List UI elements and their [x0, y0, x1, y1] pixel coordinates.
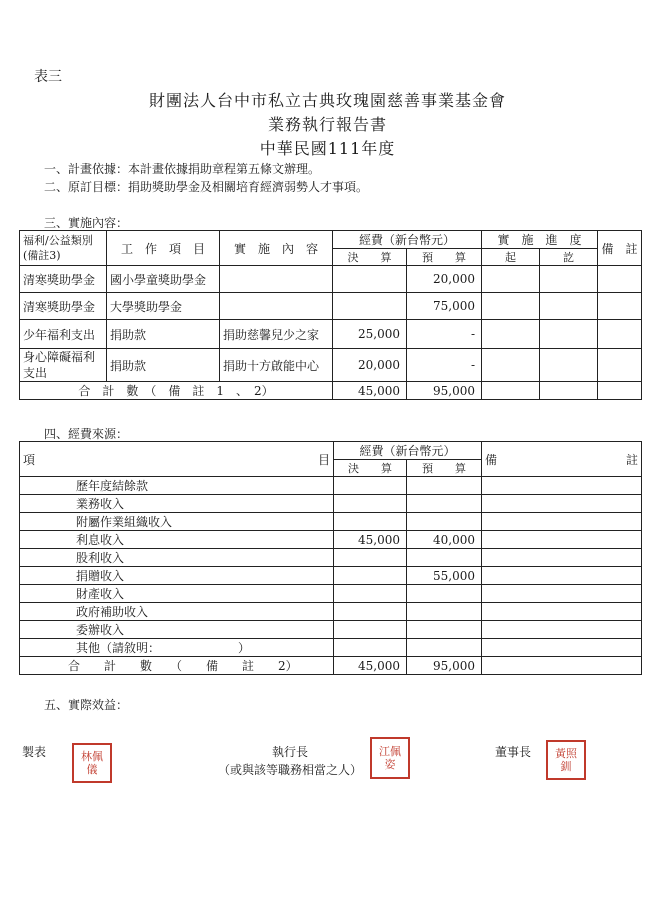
- section4-title: 四、經費來源：: [44, 427, 129, 441]
- organization-title: 財團法人台中市私立古典玫瑰園慈善事業基金會: [148, 91, 506, 110]
- source-final: [334, 495, 407, 513]
- header-budget: 預 算: [407, 249, 482, 266]
- row-item: 捐助款: [107, 349, 220, 382]
- header-funding: 經費（新台幣元）: [333, 231, 482, 249]
- plan-goal: 二、原訂目標：捐助獎助學金及相關培育經濟弱勢人才事項。: [44, 180, 369, 194]
- section5-title: 五、實際效益：: [44, 698, 129, 712]
- header-final: 決 算: [333, 249, 407, 266]
- source-label: 利息收入: [20, 531, 334, 549]
- funding-source-table: [19, 441, 642, 675]
- table-row: [20, 349, 642, 382]
- source-budget: [407, 513, 482, 531]
- table-row: [20, 639, 642, 657]
- row-budget: 75,000: [407, 293, 482, 320]
- row-final: 25,000: [333, 320, 407, 349]
- header-remarks: 備 註: [598, 231, 642, 266]
- header-start: 起: [482, 249, 540, 266]
- total-label: 合 計 數 （ 備 註 1 、 2）: [20, 382, 333, 400]
- source-budget: [407, 639, 482, 657]
- total-budget: 95,000: [407, 657, 482, 675]
- row-final: [333, 293, 407, 320]
- header-progress: 實 施 進 度: [482, 231, 598, 249]
- form-label: 表三: [34, 69, 62, 85]
- table-row: [20, 513, 642, 531]
- preparer-stamp: 林佩儀: [72, 743, 112, 783]
- source-label: 其他（請敘明： ）: [20, 639, 334, 657]
- total-row: [20, 382, 642, 400]
- total-final: 45,000: [333, 382, 407, 400]
- row-item: 大學獎助學金: [107, 293, 220, 320]
- header-category: 福利/公益類別(備註3): [20, 231, 107, 266]
- row-category: 清寒獎助學金: [20, 266, 107, 293]
- table-row: [20, 477, 642, 495]
- source-final: [334, 513, 407, 531]
- source-budget: [407, 621, 482, 639]
- row-category: 少年福利支出: [20, 320, 107, 349]
- implementation-table: [19, 230, 642, 400]
- source-budget: [407, 495, 482, 513]
- header-content: 實 施 內 容: [220, 231, 333, 266]
- source-label: 捐贈收入: [20, 567, 334, 585]
- report-year: 中華民國111年度: [259, 139, 396, 158]
- source-final: [334, 585, 407, 603]
- source-final: [334, 477, 407, 495]
- row-content: [220, 266, 333, 293]
- total-final: 45,000: [334, 657, 407, 675]
- table-row: [20, 531, 642, 549]
- header-remarks: 備 註: [482, 442, 642, 477]
- source-budget: [407, 603, 482, 621]
- header-item: 項 目: [20, 442, 334, 477]
- row-item: 國小學童獎助學金: [107, 266, 220, 293]
- source-budget: [407, 549, 482, 567]
- executive-note: （或與該等職務相當之人）: [218, 763, 363, 777]
- total-budget: 95,000: [407, 382, 482, 400]
- plan-basis: 一、計畫依據：本計畫依據捐助章程第五條文辦理。: [44, 162, 321, 176]
- row-final: [333, 266, 407, 293]
- total-label: 合 計 數 （ 備 註 2）: [20, 657, 334, 675]
- source-label: 業務收入: [20, 495, 334, 513]
- source-label: 歷年度結餘款: [20, 477, 334, 495]
- row-category: 清寒獎助學金: [20, 293, 107, 320]
- row-category: 身心障礙福利支出: [20, 349, 107, 382]
- source-final: [334, 621, 407, 639]
- preparer-label: 製表: [22, 745, 47, 759]
- row-budget: -: [407, 320, 482, 349]
- table-row: [20, 266, 642, 293]
- source-budget: 55,000: [407, 567, 482, 585]
- total-row: [20, 657, 642, 675]
- table-row: [20, 549, 642, 567]
- source-label: 股利收入: [20, 549, 334, 567]
- row-content: 捐助慈馨兒少之家: [220, 320, 333, 349]
- chairman-stamp: 黃照釧: [546, 740, 586, 780]
- source-label: 附屬作業組織收入: [20, 513, 334, 531]
- table-row: [20, 320, 642, 349]
- row-budget: -: [407, 349, 482, 382]
- source-final: [334, 567, 407, 585]
- source-label: 委辦收入: [20, 621, 334, 639]
- source-final: [334, 639, 407, 657]
- row-item: 捐助款: [107, 320, 220, 349]
- header-work-item: 工 作 項 目: [107, 231, 220, 266]
- row-final: 20,000: [333, 349, 407, 382]
- table-row: [20, 495, 642, 513]
- table-row: [20, 293, 642, 320]
- source-final: 45,000: [334, 531, 407, 549]
- header-end: 訖: [540, 249, 598, 266]
- executive-stamp: 江佩姿: [370, 737, 410, 779]
- report-title: 業務執行報告書: [267, 115, 387, 134]
- table-row: [20, 567, 642, 585]
- source-final: [334, 549, 407, 567]
- header-final: 決 算: [334, 460, 407, 477]
- chairman-label: 董事長: [495, 745, 532, 759]
- header-budget: 預 算: [407, 460, 482, 477]
- header-funding: 經費（新台幣元）: [334, 442, 482, 460]
- source-label: 財產收入: [20, 585, 334, 603]
- source-label: 政府補助收入: [20, 603, 334, 621]
- executive-label: 執行長: [272, 745, 309, 759]
- source-final: [334, 603, 407, 621]
- source-budget: [407, 585, 482, 603]
- section3-title: 三、實施內容：: [44, 216, 129, 230]
- row-content: 捐助十方啟能中心: [220, 349, 333, 382]
- row-content: [220, 293, 333, 320]
- source-budget: 40,000: [407, 531, 482, 549]
- source-budget: [407, 477, 482, 495]
- table-row: [20, 621, 642, 639]
- table-row: [20, 603, 642, 621]
- row-budget: 20,000: [407, 266, 482, 293]
- table-row: [20, 585, 642, 603]
